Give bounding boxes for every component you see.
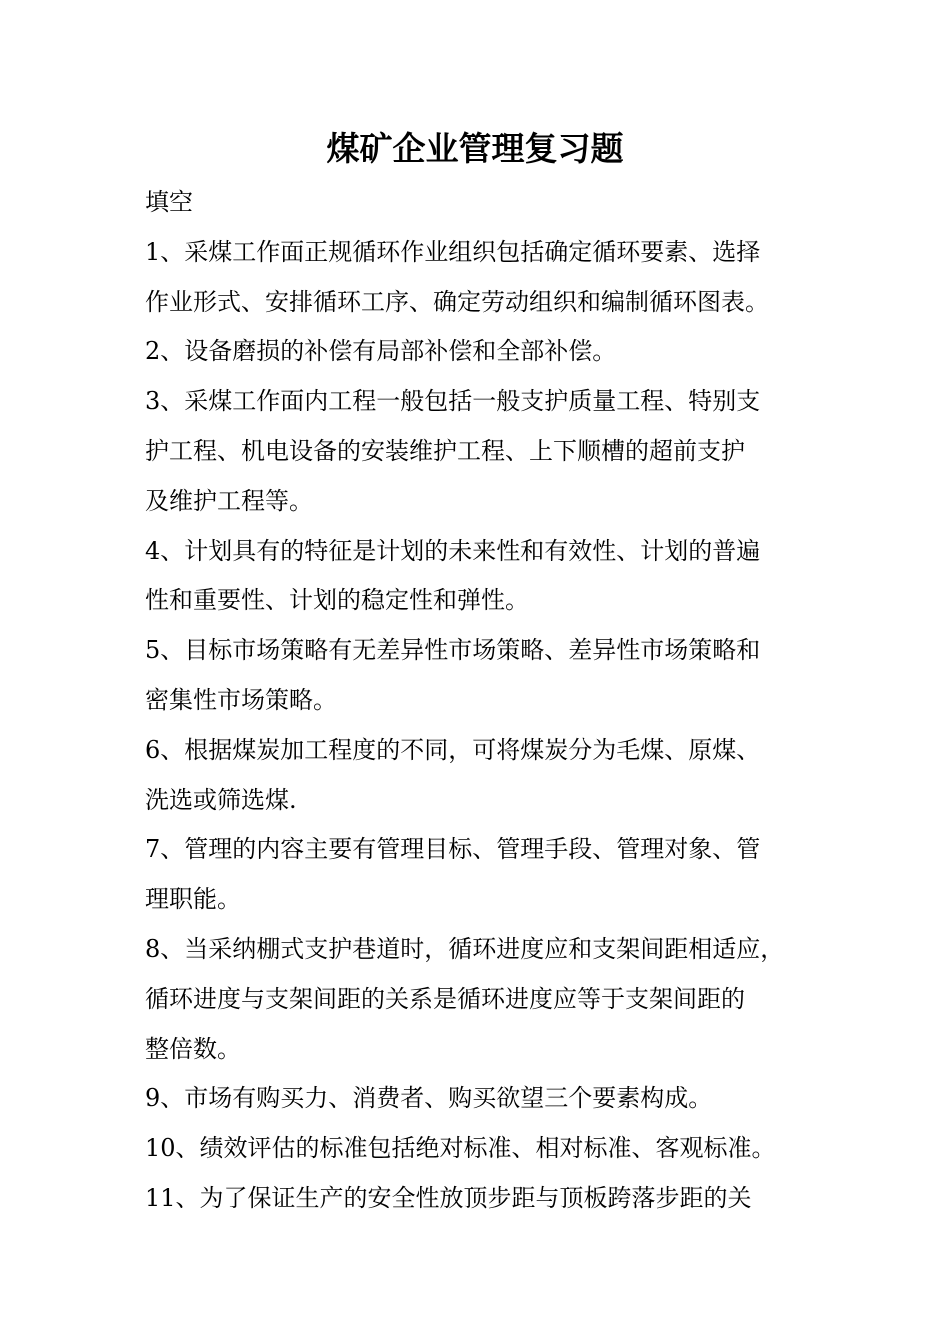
text-line: 4、计划具有的特征是计划的未来性和有效性、计划的普遍 xyxy=(145,536,761,565)
text-line: 整倍数。 xyxy=(145,1034,241,1063)
text-line: 8、当采纳棚式支护巷道时，循环进度应和支架间距相适应， xyxy=(145,934,785,963)
text-line: 及维护工程等。 xyxy=(145,486,313,515)
text-line: 性和重要性、计划的稳定性和弹性。 xyxy=(145,586,529,615)
text-line: 6、根据煤炭加工程度的不同，可将煤炭分为毛煤、原煤、 xyxy=(145,735,761,764)
text-line: 11、为了保证生产的安全性放顶步距与顶板跨落步距的关 xyxy=(145,1183,752,1212)
document-body xyxy=(145,178,835,1224)
text-line: 2、设备磨损的补偿有局部补偿和全部补偿。 xyxy=(145,337,617,366)
text-line: 7、管理的内容主要有管理目标、管理手段、管理对象、管 xyxy=(145,835,761,864)
text-line: 5、目标市场策略有无差异性市场策略、差异性市场策略和 xyxy=(145,636,761,665)
section-heading: 填空 xyxy=(145,188,193,216)
text-line: 作业形式、安排循环工序、确定劳动组织和编制循环图表。 xyxy=(145,287,769,316)
text-line: 理职能。 xyxy=(145,885,241,914)
text-line: 循环进度与支架间距的关系是循环进度应等于支架间距的 xyxy=(145,984,745,1013)
text-line: 1、采煤工作面正规循环作业组织包括确定循环要素、选择 xyxy=(145,237,761,266)
text-line: 9、市场有购买力、消费者、购买欲望三个要素构成。 xyxy=(145,1084,713,1113)
text-line: 密集性市场策略。 xyxy=(145,685,337,714)
text-line: 3、采煤工作面内工程一般包括一般支护质量工程、特别支 xyxy=(145,387,761,416)
document-title: 煤矿企业管理复习题 xyxy=(326,129,624,168)
text-line: 护工程、机电设备的安装维护工程、上下顺槽的超前支护 xyxy=(145,436,745,465)
text-line: 10、绩效评估的标准包括绝对标准、相对标准、客观标准。 xyxy=(145,1134,776,1163)
text-line: 洗选或筛选煤. xyxy=(145,785,297,814)
